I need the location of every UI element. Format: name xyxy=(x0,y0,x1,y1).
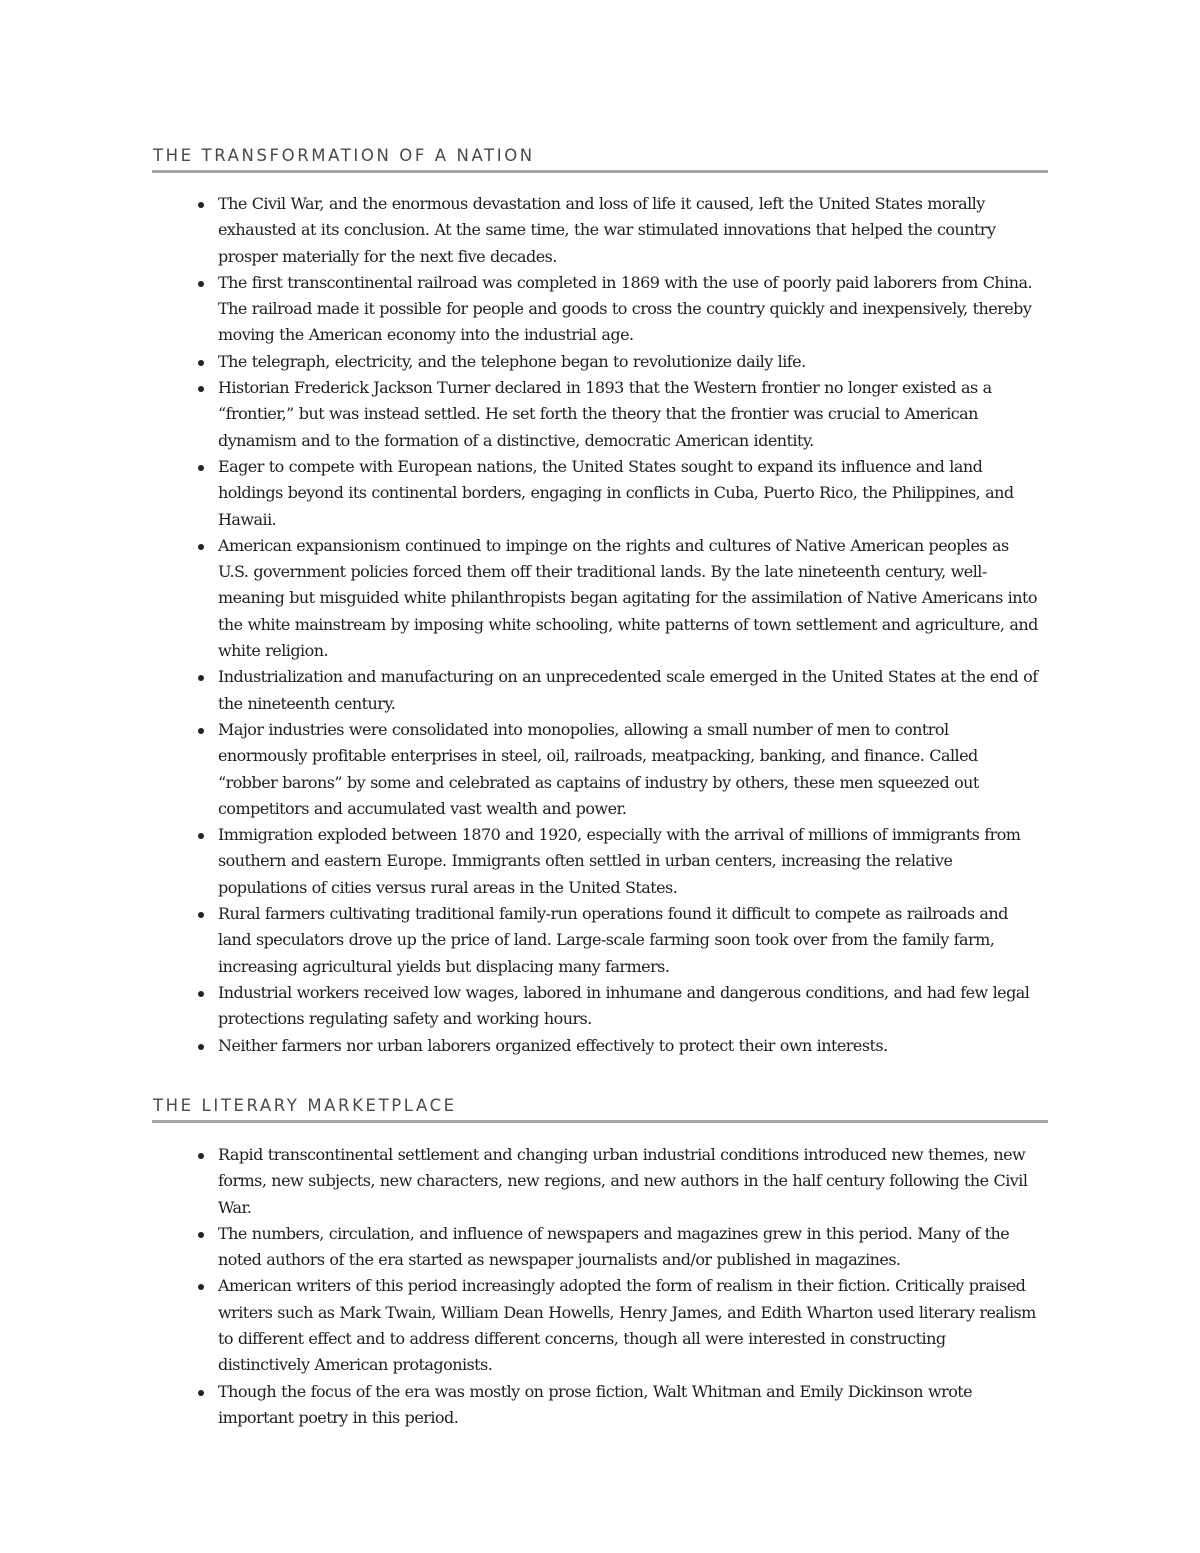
bullet-dot-icon xyxy=(198,1044,204,1050)
bullet-dot-icon xyxy=(198,386,204,392)
bullet-dot-icon xyxy=(198,1153,204,1159)
bullet-item xyxy=(152,454,1048,533)
bullet-item xyxy=(152,1273,1048,1378)
bullet-list xyxy=(152,1142,1048,1431)
bullet-dot-icon xyxy=(198,1284,204,1290)
bullet-text: Though the focus of the era was mostly on prose fiction, Walt Whitman and Emily Dickinson wrote important poetry in this period. xyxy=(218,1381,973,1427)
bullet-item xyxy=(152,664,1048,717)
bullet-text: Major industries were consolidated into monopolies, allowing a small number of men to control enormously profitable enterprises in steel, oil, railroads, meatpacking, banking, and finance. Called “robber barons” by some and celebrated as captains of industry by others, these men squeezed out competitors and accumulated vast wealth and power. xyxy=(218,719,979,818)
bullet-text: Rural farmers cultivating traditional family-run operations found it difficult to compete as railroads and land speculators drove up the price of land. Large-scale farming soon took over from the family farm, increasing agricultural yields but displacing many farmers. xyxy=(218,904,1008,976)
bullet-text: American expansionism continued to impinge on the rights and cultures of Native American peoples as U.S. government policies forced them off their traditional lands. By the late nineteenth century, well-meaning but misguided white philanthropists began agitating for the assimilation of Native Americans into the white mainstream by imposing white schooling, white patterns of town settlement and agriculture, and white religion. xyxy=(218,535,1038,661)
bullet-item xyxy=(152,1221,1048,1274)
bullet-item xyxy=(152,980,1048,1033)
section-heading: THE TRANSFORMATION OF A NATION xyxy=(153,146,535,165)
bullet-text: Neither farmers nor urban laborers organized effectively to protect their own interests. xyxy=(218,1035,888,1055)
section-transformation-of-a-nation xyxy=(152,146,1048,1059)
bullet-dot-icon xyxy=(198,1232,204,1238)
bullet-item xyxy=(152,270,1048,349)
bullet-dot-icon xyxy=(198,465,204,471)
bullet-dot-icon xyxy=(198,675,204,681)
bullet-item xyxy=(152,822,1048,901)
bullet-dot-icon xyxy=(198,912,204,918)
bullet-list xyxy=(152,191,1048,1059)
bullet-item xyxy=(152,533,1048,664)
bullet-dot-icon xyxy=(198,991,204,997)
bullet-text: Industrialization and manufacturing on an unprecedented scale emerged in the United States at the end of the nineteenth century. xyxy=(218,667,1038,713)
heading-rule xyxy=(152,170,1048,173)
bullet-item xyxy=(152,1033,1048,1059)
bullet-dot-icon xyxy=(198,1390,204,1396)
bullet-dot-icon xyxy=(198,544,204,550)
bullet-dot-icon xyxy=(198,728,204,734)
bullet-text: Immigration exploded between 1870 and 1920, especially with the arrival of millions of immigrants from southern and eastern Europe. Immigrants often settled in urban centers, increasing the relative populations of cities versus rural areas in the United States. xyxy=(218,825,1021,897)
bullet-dot-icon xyxy=(198,360,204,366)
bullet-text: Historian Frederick Jackson Turner declared in 1893 that the Western frontier no longer existed as a “frontier,” but was instead settled. He set forth the theory that the frontier was crucial to American dynamism and to the formation of a distinctive, democratic American identity. xyxy=(218,378,992,450)
bullet-item xyxy=(152,1142,1048,1221)
bullet-text: The first transcontinental railroad was completed in 1869 with the use of poorly paid laborers from China. The railroad made it possible for people and goods to cross the country quickly and inexpensively, thereby moving the American economy into the industrial age. xyxy=(218,272,1033,345)
bullet-text: The numbers, circulation, and influence of newspapers and magazines grew in this period. Many of the noted authors of the era started as newspaper journalists and/or published in magazines. xyxy=(218,1223,1010,1270)
bullet-text: American writers of this period increasingly adopted the form of realism in their fiction. Critically praised writers such as Mark Twain, William Dean Howells, Henry James, and Edith Wharton used literary realism to different effect and to address different concerns, though all were interested in constructing distinctively American protagonists. xyxy=(218,1276,1036,1375)
section-heading: THE LITERARY MARKETPLACE xyxy=(153,1096,457,1115)
bullet-dot-icon xyxy=(198,833,204,839)
bullet-item xyxy=(152,1379,1048,1432)
section-literary-marketplace xyxy=(152,1096,1048,1431)
bullet-text: The Civil War, and the enormous devastation and loss of life it caused, left the United States morally exhausted at its conclusion. At the same time, the war stimulated innovations that helped the country prosper materially for the next five decades. xyxy=(218,194,996,266)
bullet-dot-icon xyxy=(198,202,204,208)
heading-rule xyxy=(152,1120,1048,1123)
bullet-text: Rapid transcontinental settlement and changing urban industrial conditions introduced new themes, new forms, new subjects, new characters, new regions, and new authors in the half century following the Civil War. xyxy=(218,1145,1028,1217)
bullet-text: Industrial workers received low wages, labored in inhumane and dangerous conditions, and had few legal protections regulating safety and working hours. xyxy=(218,982,1030,1029)
bullet-item xyxy=(152,717,1048,822)
bullet-item xyxy=(152,191,1048,270)
bullet-text: Eager to compete with European nations, the United States sought to expand its influence and land holdings beyond its continental borders, engaging in conflicts in Cuba, Puerto Rico, the Philippines, and Hawaii. xyxy=(218,456,1014,529)
bullet-text: The telegraph, electricity, and the telephone began to revolutionize daily life. xyxy=(218,351,806,371)
bullet-item xyxy=(152,375,1048,454)
bullet-item xyxy=(152,349,1048,375)
bullet-item xyxy=(152,901,1048,980)
bullet-dot-icon xyxy=(198,281,204,287)
